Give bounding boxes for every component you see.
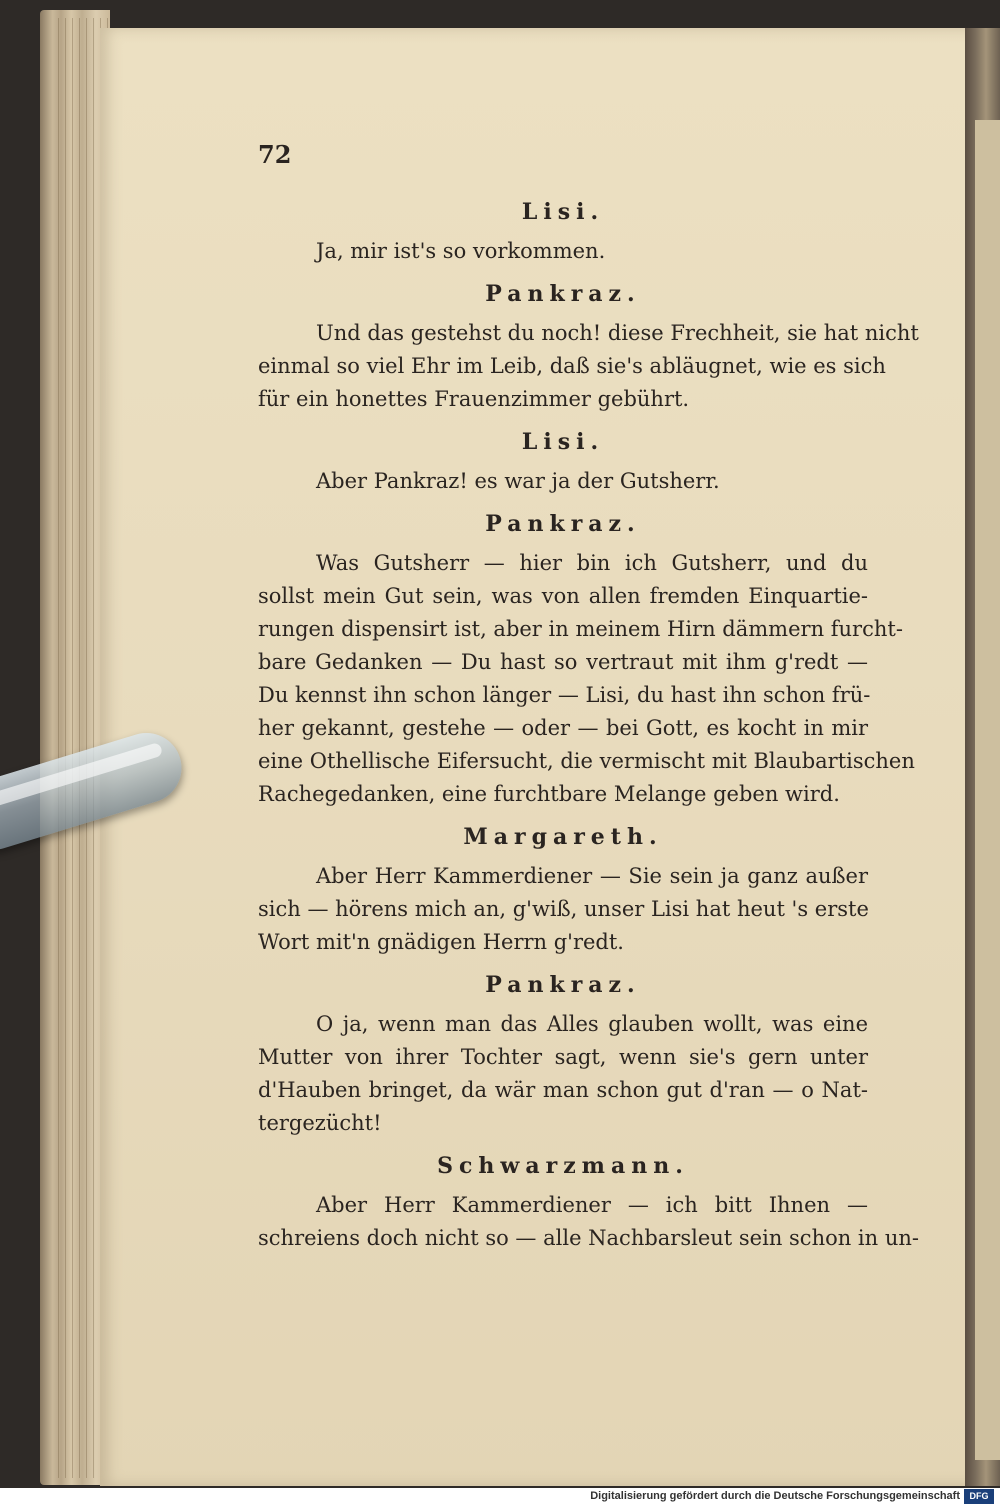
dfg-logo: DFG — [964, 1489, 994, 1504]
text-line: bare Gedanken — Du hast so vertraut mit ihm g'redt — — [258, 650, 868, 674]
page-text — [258, 186, 919, 1255]
text-line: sich — hörens mich an, g'wiß, unser Lisi hat heut 's erste — [258, 897, 869, 921]
text-line: für ein honettes Frauenzimmer gebührt. — [258, 387, 690, 411]
text-line: Wort mit'n gnädigen Herrn g'redt. — [258, 930, 624, 954]
page-number: 72 — [258, 140, 292, 169]
text-line: Aber Herr Kammerdiener — Sie sein ja ganz außer — [316, 864, 868, 888]
text-line: schreiens doch nicht so — alle Nachbarsleut sein schon in un- — [258, 1226, 919, 1250]
text-line: rungen dispensirt ist, aber in meinem Hirn dämmern furcht- — [258, 617, 903, 641]
text-line: Du kennst ihn schon länger — Lisi, du hast ihn schon frü- — [258, 683, 871, 707]
speaker-name: Margareth. — [463, 824, 663, 850]
text-line: O ja, wenn man das Alles glauben wollt, was eine — [316, 1012, 868, 1036]
text-line: eine Othellische Eifersucht, die vermischt mit Blaubartischen — [258, 749, 915, 773]
facing-page-edge — [975, 120, 1000, 1460]
text-line: Mutter von ihrer Tochter sagt, wenn sie's gern unter — [258, 1045, 868, 1069]
text-line: tergezücht! — [258, 1111, 382, 1135]
text-line: einmal so viel Ehr im Leib, daß sie's abläugnet, wie es sich — [258, 354, 886, 378]
text-line: Was Gutsherr — hier bin ich Gutsherr, und du — [316, 551, 868, 575]
speaker-name: Schwarzmann. — [437, 1153, 689, 1179]
text-line: Und das gestehst du noch! diese Frechheit, sie hat nicht — [316, 321, 919, 345]
dialogue-block — [258, 969, 868, 1140]
dialogue-block — [258, 278, 919, 416]
speaker-name: Pankraz. — [485, 281, 641, 307]
dialogue-block — [258, 196, 868, 268]
speaker-name: Lisi. — [521, 429, 605, 455]
text-line: Rachegedanken, eine furchtbare Melange geben wird. — [258, 782, 840, 806]
footer-credit: Digitalisierung gefördert durch die Deutsche Forschungsgemeinschaft — [590, 1490, 960, 1502]
dialogue-block — [258, 426, 868, 498]
text-line: her gekannt, gestehe — oder — bei Gott, es kocht in mir — [258, 716, 868, 740]
text-line: sollst mein Gut sein, was von allen fremden Einquartie- — [258, 584, 868, 608]
speaker-name: Pankraz. — [485, 511, 641, 537]
speaker-name: Pankraz. — [485, 972, 641, 998]
dialogue-block — [258, 821, 868, 959]
text-line: Aber Herr Kammerdiener — ich bitt Ihnen — — [316, 1193, 868, 1217]
speaker-name: Lisi. — [521, 199, 605, 225]
text-line: Ja, mir ist's so vorkommen. — [316, 239, 606, 263]
text-line: Aber Pankraz! es war ja der Gutsherr. — [316, 469, 720, 493]
dialogue-block — [258, 508, 915, 811]
text-line: d'Hauben bringet, da wär man schon gut d'ran — o Nat- — [258, 1078, 868, 1102]
dialogue-block — [258, 1150, 919, 1255]
